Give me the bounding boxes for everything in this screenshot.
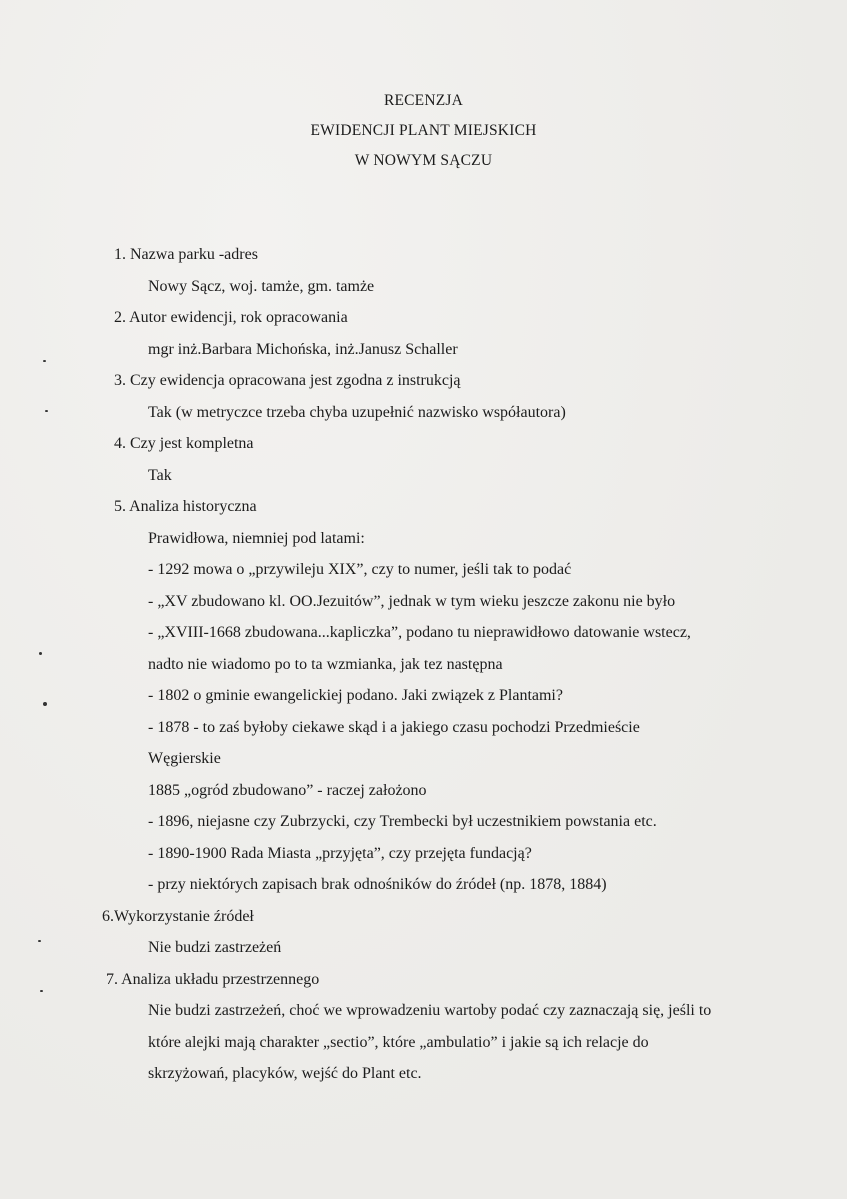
body-text-line: - „XVIII-1668 zbudowana...kapliczka”, podano tu nieprawidłowo datowanie wstecz,	[148, 624, 691, 641]
body-text-line: Nie budzi zastrzeżeń, choć we wprowadzeniu wartoby podać czy zaznaczają się, jeśli to	[148, 1002, 712, 1019]
body-text-line: 1885 „ogród zbudowano” - raczej założono	[148, 781, 427, 799]
body-text-line: mgr inż.Barbara Michońska, inż.Janusz Schaller	[148, 340, 458, 358]
body-text-line: Tak	[148, 466, 172, 484]
document-title-line-2: EWIDENCJI PLANT MIEJSKICH	[310, 122, 537, 139]
body-text-line: - 1802 o gminie ewangelickiej podano. Jaki związek z Plantami?	[148, 687, 563, 704]
scan-speck	[39, 652, 42, 655]
body-text-line: - „XV zbudowano kl. OO.Jezuitów”, jednak w tym wieku jeszcze zakonu nie było	[148, 592, 676, 610]
body-text-line: Węgierskie	[148, 750, 221, 767]
scan-speck	[43, 702, 47, 706]
body-text-line: Tak (w metryczce trzeba chyba uzupełnić nazwisko współautora)	[148, 403, 566, 421]
scan-speck	[40, 990, 43, 992]
document-title-line-3: W NOWYM SĄCZU	[354, 152, 493, 169]
section-heading: 6.Wykorzystanie źródeł	[102, 907, 254, 925]
body-text-line: - przy niektórych zapisach brak odnośników do źródeł (np. 1878, 1884)	[148, 876, 607, 893]
body-text-line: nadto nie wiadomo po to ta wzmianka, jak tez następna	[148, 655, 503, 673]
section-heading: 2. Autor ewidencji, rok opracowania	[114, 309, 348, 326]
document-title-line-1: RECENZJA	[383, 92, 464, 109]
section-heading: 3. Czy ewidencja opracowana jest zgodna z instrukcją	[114, 372, 461, 389]
body-text-line: Nowy Sącz, woj. tamże, gm. tamże	[148, 277, 375, 295]
section-heading: 4. Czy jest kompletna	[114, 435, 254, 452]
body-text-line: skrzyżowań, placyków, wejść do Plant etc.	[148, 1065, 422, 1082]
section-heading: 1. Nazwa parku -adres	[114, 246, 258, 263]
section-heading: 5. Analiza historyczna	[114, 498, 257, 515]
scan-speck	[45, 410, 48, 412]
body-text-line: - 1896, niejasne czy Zubrzycki, czy Trembecki był uczestnikiem powstania etc.	[148, 813, 657, 830]
body-text-line: Nie budzi zastrzeżeń	[148, 939, 282, 956]
body-text-line: Prawidłowa, niemniej pod latami:	[148, 529, 365, 547]
scan-speck	[43, 360, 46, 362]
body-text-line: - 1878 - to zaś byłoby ciekawe skąd i a jakiego czasu pochodzi Przedmieście	[148, 718, 640, 736]
body-text-line: które alejki mają charakter „sectio”, które „ambulatio” i jakie są ich relacje do	[148, 1033, 649, 1051]
section-heading: 7. Analiza układu przestrzennego	[106, 970, 320, 988]
body-text-line: - 1890-1900 Rada Miasta „przyjęta”, czy przejęta fundacją?	[148, 844, 532, 862]
body-text-line: - 1292 mowa o „przywileju XIX”, czy to numer, jeśli tak to podać	[148, 561, 572, 578]
scan-speck	[38, 940, 41, 942]
